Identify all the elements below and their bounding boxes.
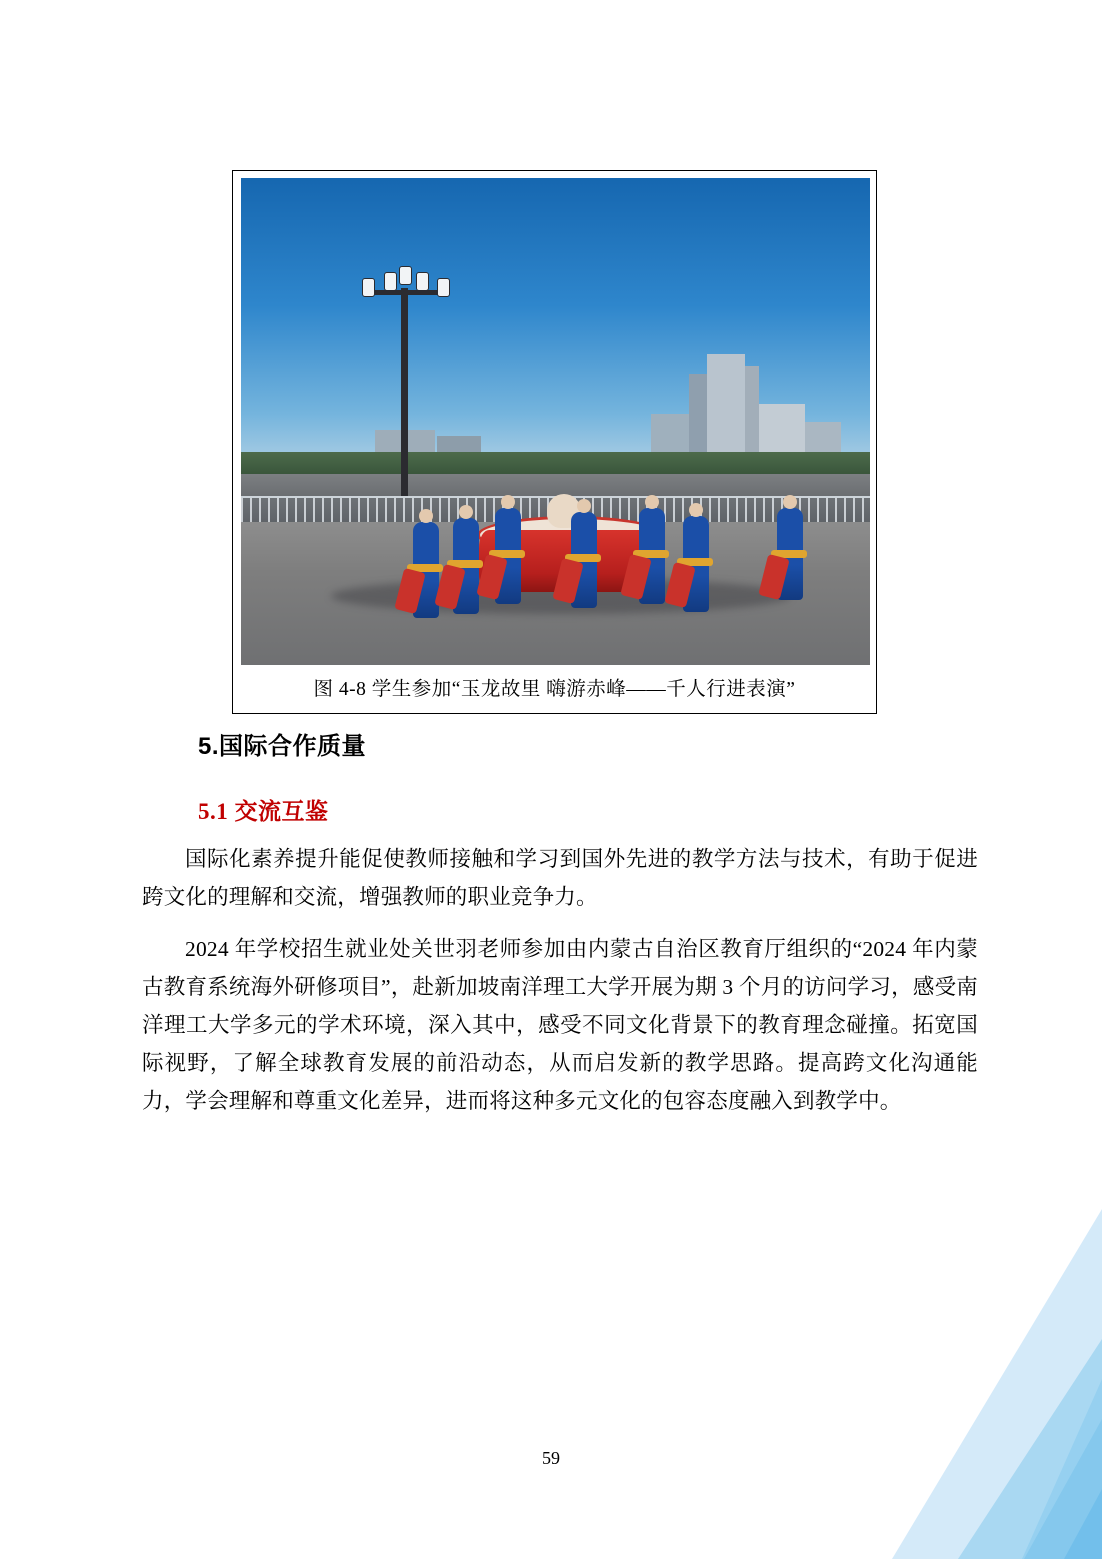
photo-performer [683, 516, 709, 612]
photo-performer [639, 508, 665, 604]
photo-performer [571, 512, 597, 608]
figure-4-8 [232, 170, 877, 714]
paragraph-2: 2024 年学校招生就业处关世羽老师参加由内蒙古自治区教育厅组织的“2024 年内蒙古教育系统海外研修项目”，赴新加坡南洋理工大学开展为期 3 个月的访问学习，感受南洋理工大学多元的学术环境，深入其中，感受不同文化背景下的教育理念碰撞。拓宽国际视野，了解全球教育发展的前沿动态，从而启发新的教学思路。提高跨文化沟通能力，学会理解和尊重文化差异，进而将这种多元文化的包容态度融入到教学中。 [142, 937, 978, 1113]
photo-performer [453, 518, 479, 614]
photo-lamp-post [401, 288, 408, 496]
subsection-heading: 5.1 交流互鉴 [198, 799, 329, 824]
photo-performer [495, 508, 521, 604]
photo-performer [777, 508, 803, 600]
photo-lamp-head [437, 278, 450, 297]
figure-photo [241, 178, 870, 665]
photo-lamp-head [399, 266, 412, 285]
figure-caption: 图 4-8 学生参加“玉龙故里 嗨游赤峰——千人行进表演” [313, 679, 796, 700]
photo-lamp-head [384, 272, 397, 291]
photo-lamp-arm [365, 290, 445, 295]
section-heading: 5.国际合作质量 [198, 733, 367, 760]
paragraph-1: 国际化素养提升能促使教师接触和学习到国外先进的教学方法与技术，有助于促进跨文化的理解和交流，增强教师的职业竞争力。 [142, 847, 978, 909]
photo-lamp-head [362, 278, 375, 297]
photo-lamp-head [416, 272, 429, 291]
page-number: 59 [542, 1448, 560, 1468]
article-body [142, 726, 978, 1120]
